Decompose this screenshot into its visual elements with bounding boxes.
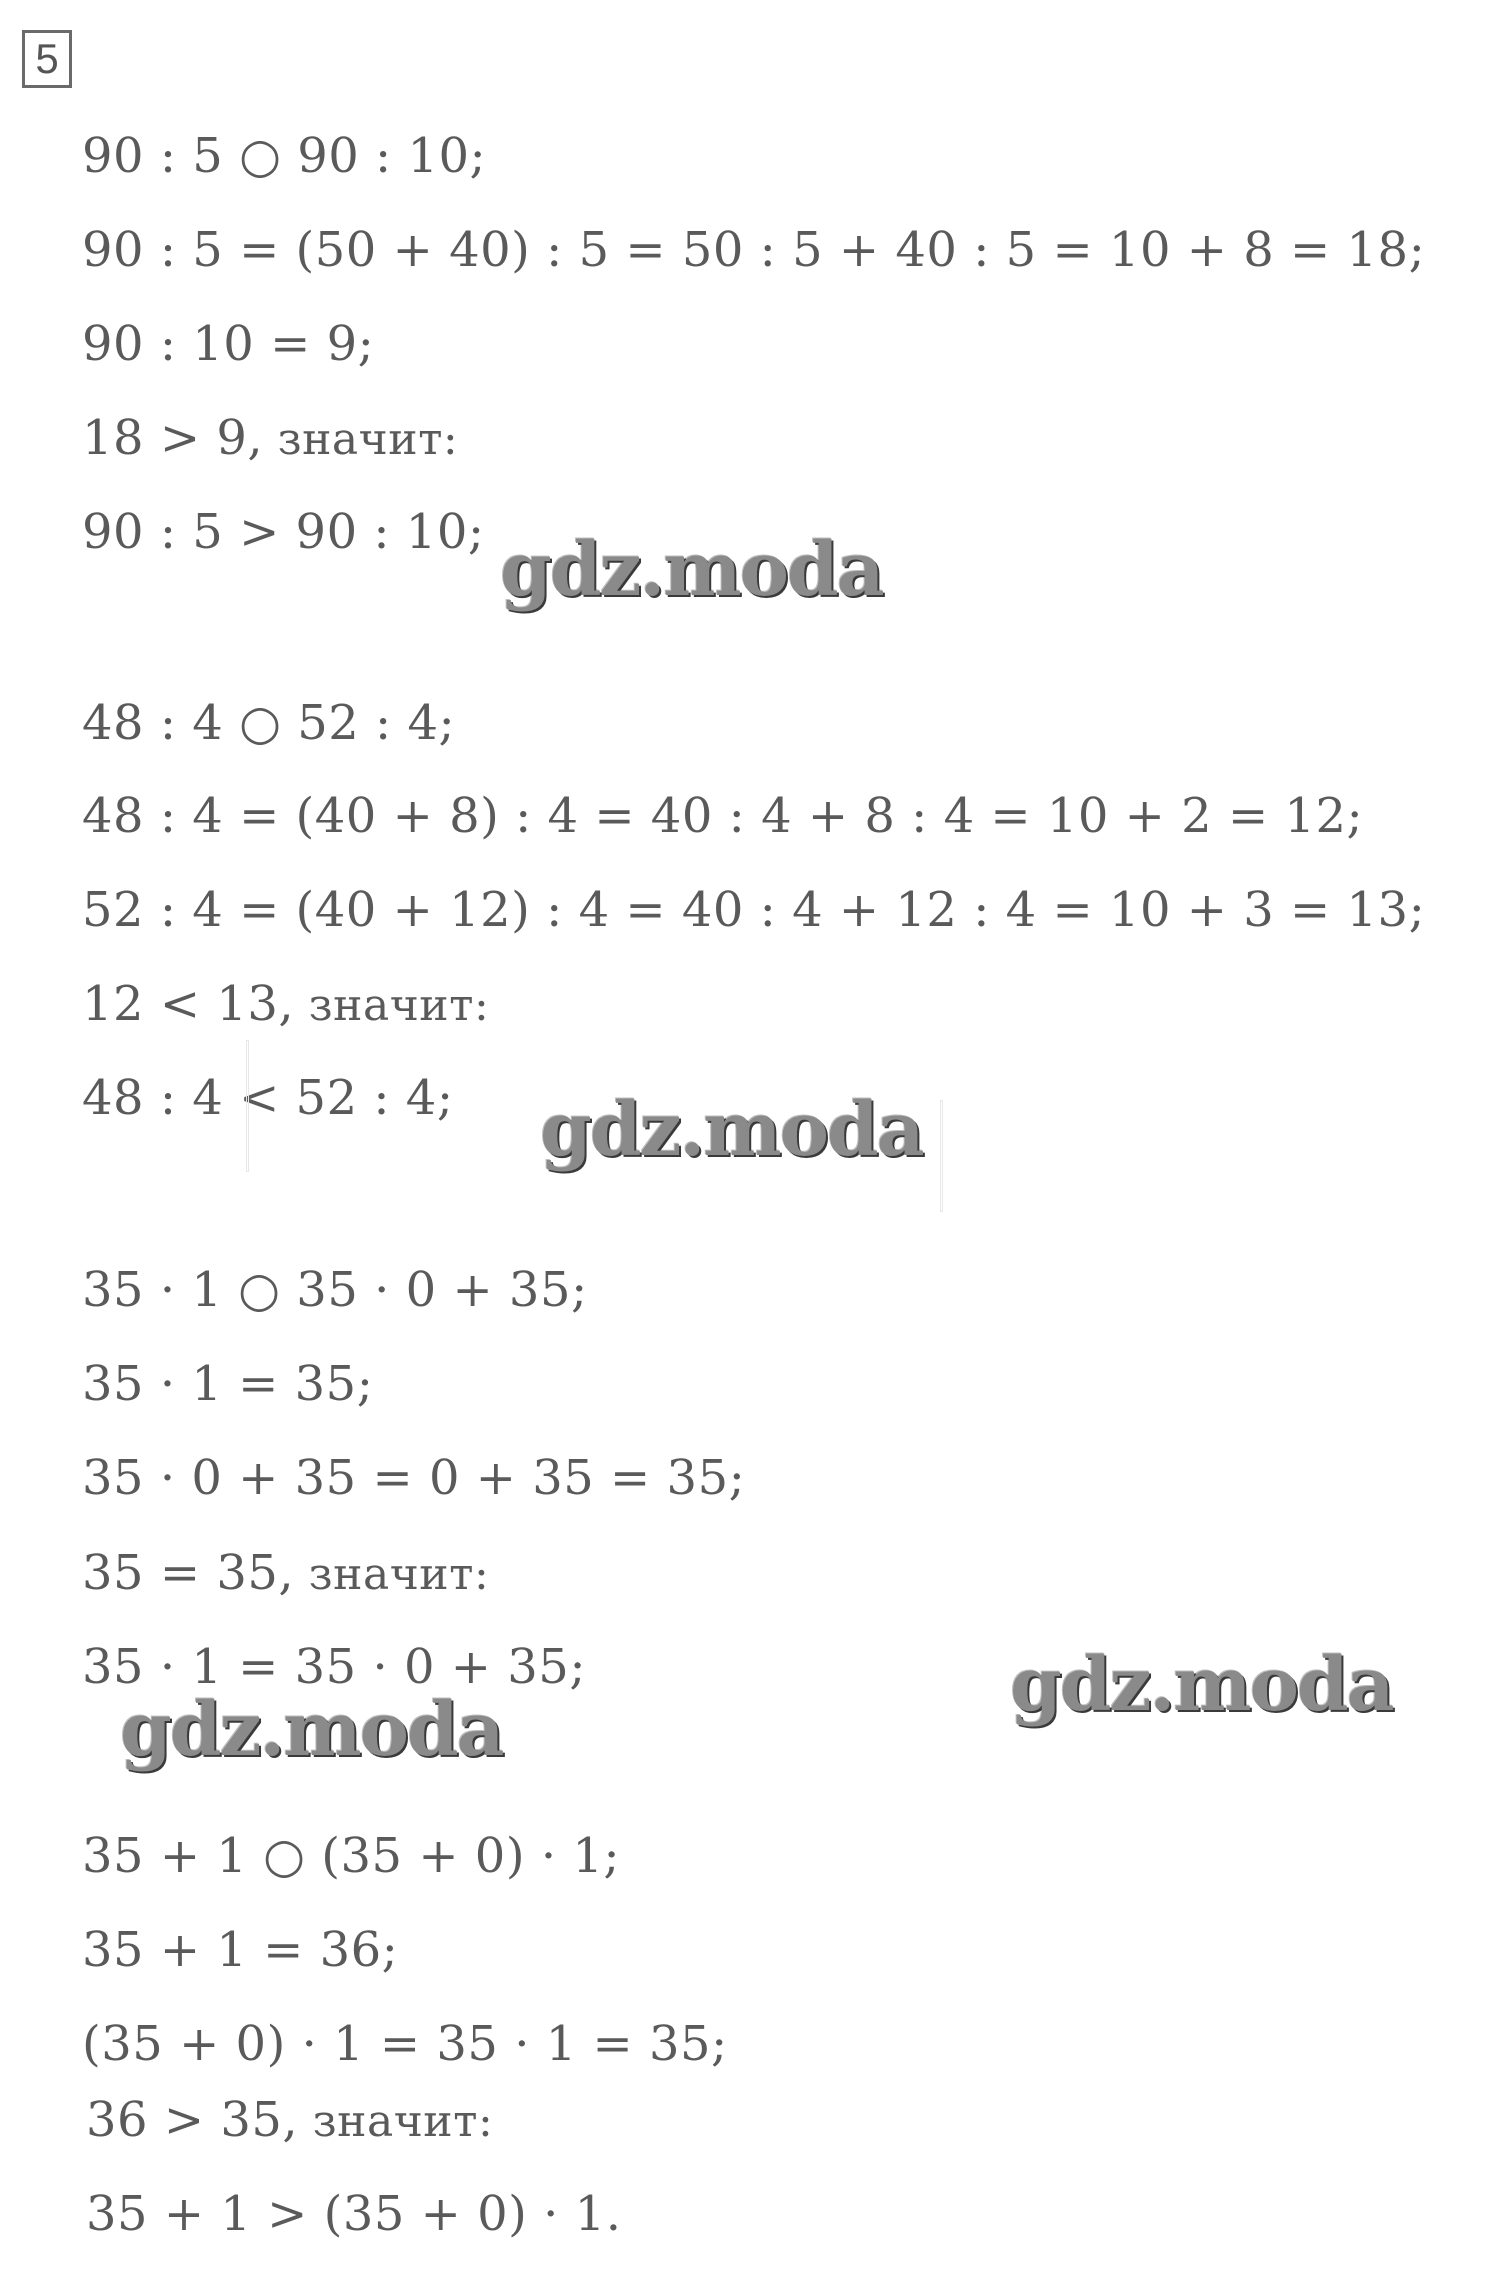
expression-line: 35 + 1 = 36; (82, 1922, 399, 1978)
comparison-expression: 18 > 9, (82, 410, 264, 466)
expression-line: 90 : 5 = (50 + 40) : 5 = 50 : 5 + 40 : 5 = 10 + 8 = 18; (82, 222, 1426, 278)
watermark: gdz.moda (500, 527, 883, 613)
expression-line: 35 · 1 = 35; (82, 1356, 374, 1412)
comparison-expression: 36 > 35, (86, 2092, 299, 2148)
conclusion-word: значит: (298, 2096, 494, 2147)
conclusion-word: значит: (294, 980, 490, 1031)
expression-line: 35 + 1 ○ (35 + 0) · 1; (82, 1828, 621, 1884)
conclusion-word: значит: (294, 1549, 490, 1600)
comparison-expression: 12 < 13, (82, 976, 295, 1032)
expression-line: 90 : 5 ○ 90 : 10; (82, 128, 487, 184)
expression-line: 35 · 0 + 35 = 0 + 35 = 35; (82, 1450, 746, 1506)
scan-artifact (246, 1040, 249, 1172)
expression-line: 48 : 4 ○ 52 : 4; (82, 695, 456, 751)
comparison-line (82, 408, 458, 470)
result-line: 35 + 1 > (35 + 0) · 1. (86, 2186, 622, 2242)
watermark: gdz.moda (540, 1087, 923, 1173)
watermark: gdz.moda (120, 1687, 503, 1773)
expression-line: (35 + 0) · 1 = 35 · 1 = 35; (82, 2016, 728, 2072)
scan-artifact (940, 1100, 943, 1212)
expression-line: 35 · 1 ○ 35 · 0 + 35; (82, 1262, 588, 1318)
result-line: 48 : 4 < 52 : 4; (82, 1070, 454, 1126)
comparison-expression: 35 = 35, (82, 1545, 295, 1601)
watermark: gdz.moda (1010, 1642, 1393, 1728)
comparison-line (86, 2090, 493, 2152)
result-line: 35 · 1 = 35 · 0 + 35; (82, 1639, 586, 1695)
comparison-line (82, 1543, 489, 1605)
comparison-line (82, 974, 489, 1036)
result-line: 90 : 5 > 90 : 10; (82, 504, 485, 560)
expression-line: 90 : 10 = 9; (82, 316, 375, 372)
expression-line: 52 : 4 = (40 + 12) : 4 = 40 : 4 + 12 : 4 = 10 + 3 = 13; (82, 882, 1426, 938)
expression-line: 48 : 4 = (40 + 8) : 4 = 40 : 4 + 8 : 4 = 10 + 2 = 12; (82, 788, 1364, 844)
conclusion-word: значит: (263, 414, 459, 465)
task-number-box: 5 (22, 30, 72, 88)
